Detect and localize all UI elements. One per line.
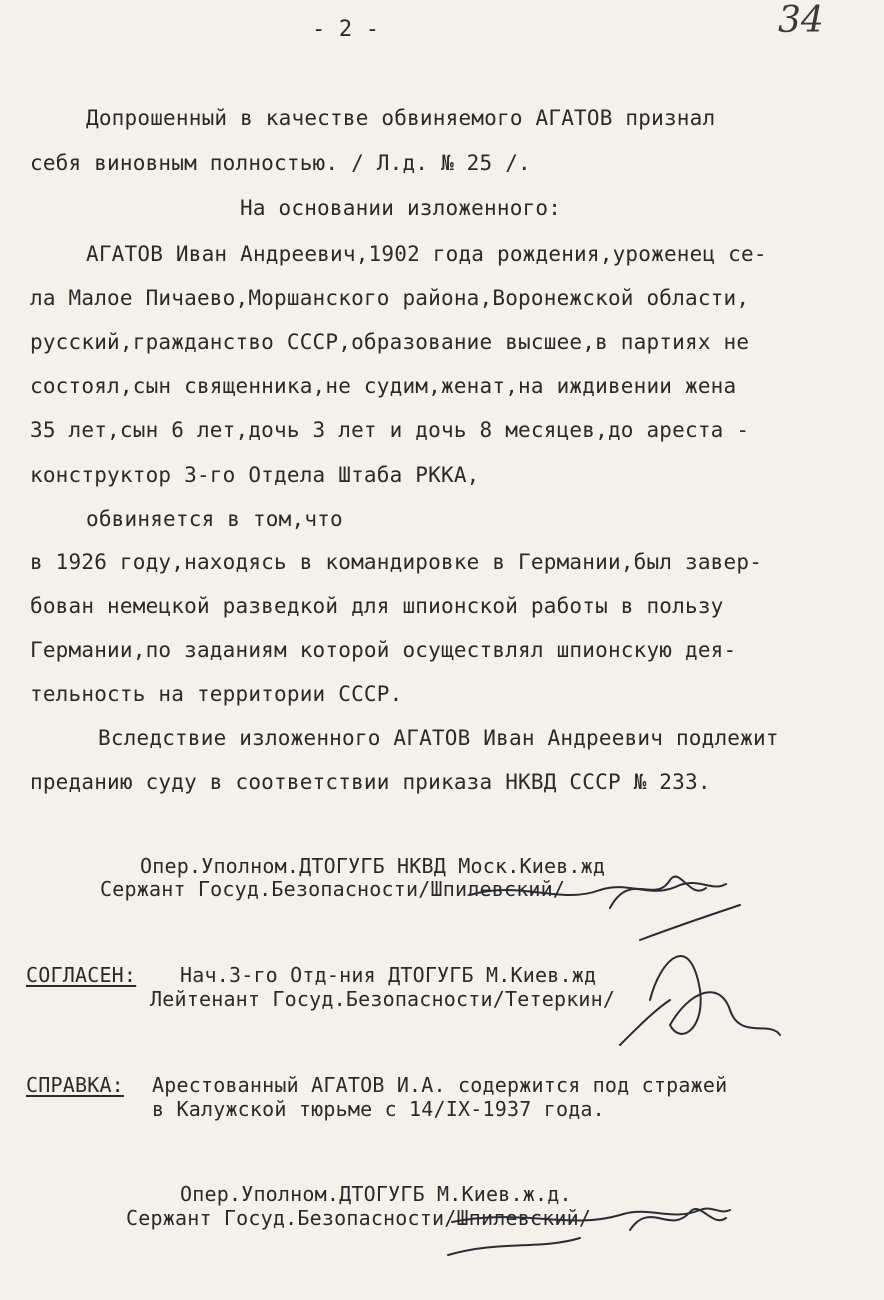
agreed-line: Нач.3-го Отд-ния ДТОГУГБ М.Киев.жд <box>180 963 597 987</box>
signature-line: Сержант Госуд.Безопасности/Шпилевский/ <box>126 1206 592 1230</box>
body-line: преданию суду в соответствии приказа НКВД СССР № 233. <box>30 770 711 794</box>
body-line: русский,гражданство СССР,образование высшее,в партиях не <box>30 330 750 354</box>
page-number: - 2 - <box>312 17 380 42</box>
body-line: тельность на территории СССР. <box>30 682 403 706</box>
body-line: Германии,по заданиям которой осуществлял шпионскую дея- <box>30 638 737 662</box>
body-line: конструктор 3-го Отдела Штаба РККА, <box>30 463 480 487</box>
body-line: 35 лет,сын 6 лет,дочь 3 лет и дочь 8 месяцев,до ареста - <box>30 418 750 442</box>
body-line: себя виновным полностью. / Л.д. № 25 /. <box>30 151 531 175</box>
note-line: в Калужской тюрьме с 14/IX-1937 года. <box>152 1097 605 1121</box>
folio-number: 34 <box>778 0 824 41</box>
body-line: ла Малое Пичаево,Моршанского района,Воронежской области, <box>30 286 750 310</box>
agreed-label: СОГЛАСЕН: <box>26 963 137 987</box>
body-line: АГАТОВ Иван Андреевич,1902 года рождения,уроженец се- <box>86 242 767 266</box>
note-label: СПРАВКА: <box>26 1073 124 1097</box>
agreed-line: Лейтенант Госуд.Безопасности/Тетеркин/ <box>150 987 616 1011</box>
body-line: бован немецкой разведкой для шпионской работы в пользу <box>30 594 724 618</box>
body-line: в 1926 году,находясь в командировке в Германии,был завер- <box>30 550 763 574</box>
body-line: состоял,сын священника,не судим,женат,на иждивении жена <box>30 374 737 398</box>
body-line: На основании изложенного: <box>240 196 562 220</box>
signature-line: Опер.Уполном.ДТОГУГБ М.Киев.ж.д. <box>180 1182 572 1206</box>
note-line: Арестованный АГАТОВ И.А. содержится под стражей <box>152 1073 728 1097</box>
signature-line: Сержант Госуд.Безопасности/Шпилевский/ <box>100 877 566 901</box>
body-line: Вследствие изложенного АГАТОВ Иван Андреевич подлежит <box>98 726 779 750</box>
signature-line: Опер.Уполном.ДТОГУГБ НКВД Моск.Киев.жд <box>140 854 606 878</box>
body-line: Допрошенный в качестве обвиняемого АГАТОВ признал <box>86 106 716 130</box>
body-line: обвиняется в том,что <box>86 507 343 531</box>
